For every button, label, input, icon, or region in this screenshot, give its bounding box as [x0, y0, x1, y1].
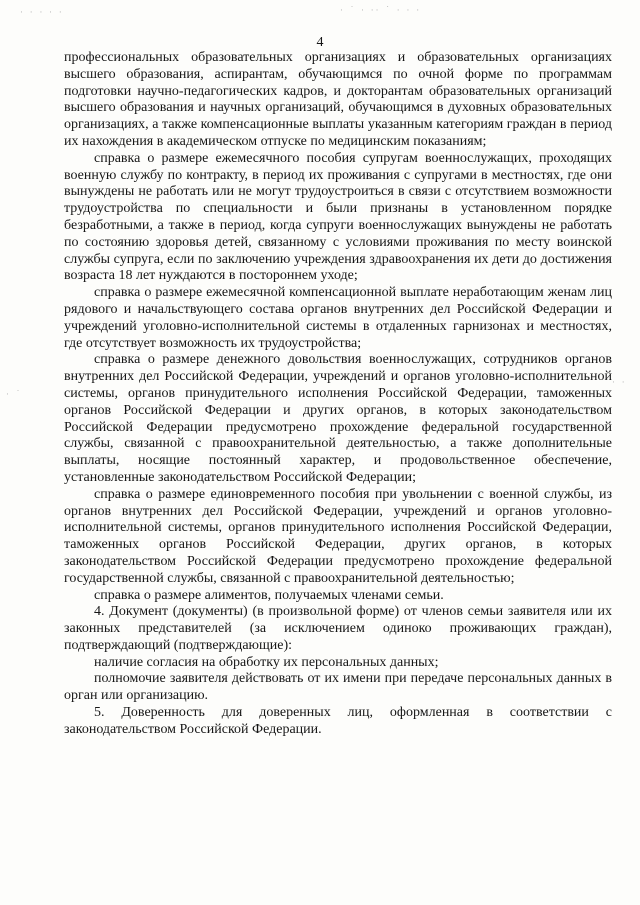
- paragraph-spouse-allowance: справка о размере ежемесячного пособия супругам военнослужащих, проходящих военную службу по контракту, в период их проживания с супругами в местностях, где они вынуждены не работать или не могут трудоустроиться в связи с отсутствием возможности трудоустройства по специальности и были признаны в установленном порядке безработными, а также в период, когда супруги военнослужащих вынуждены не работать по состоянию здоровья детей, связанному с условиями проживания по месту воинской службы супруга, если по заключению учреждения здравоохранения их дети до достижения возраста 18 лет нуждаются в постороннем уходе;: [64, 150, 612, 284]
- paragraph-item-5: 5. Доверенность для доверенных лиц, оформленная в соответствии с законодательством Российской Федерации.: [64, 705, 612, 737]
- paragraph-monetary-allowance: справка о размере денежного довольствия военнослужащих, сотрудников органов внутренних дел Российской Федерации, учреждений и органов уголовно-исполнительной системы, органов принудительного исполнения Российской Федерации, таможенных органов Российской Федерации и других органов, в которых законодательством Российской Федерации предусмотрено прохождение федеральной государственной службы, связанной с правоохранительной деятельностью, а также дополнительные выплаты, носящие постоянный характер, и продовольственное обеспечение, установленные законодательством Российской Федерации;: [64, 352, 612, 485]
- paragraph-item-4: 4. Документ (документы) (в произвольной форме) от членов семьи заявителя или их законных представителей (за исключением одиноко проживающих граждан), подтверждающий (подтверждающие):: [64, 604, 612, 653]
- scan-noise-left: · ˙: [6, 390, 23, 400]
- scan-noise-top-right: · ˙ · ·· ˙ · · ·: [340, 6, 422, 16]
- paragraph-alimony: справка о размере алиментов, получаемых членами семьи.: [94, 587, 444, 603]
- paragraph-lump-sum-benefit: справка о размере единовременного пособия при увольнении с военной службы, из органов внутренних дел Российской Федерации, учреждений и органов уголовно-исполнительной системы, органов принудительного исполнения Российской Федерации, таможенных органов Российской Федерации, других органов, в которых законодательством Российской Федерации предусмотрено прохождение федеральной государственной службы, связанной с правоохранительной деятельностью;: [64, 486, 612, 586]
- document-body: [64, 50, 612, 739]
- page-number: 4: [316, 35, 324, 50]
- scan-noise-right: · ·: [612, 378, 627, 388]
- scan-noise-top: · · · · ·: [20, 8, 64, 18]
- paragraph-continuation: профессиональных образовательных организациях и образовательных организациях высшего образования, аспирантам, обучающимся по очной форме по программам подготовки научно-педагогических кадров, и докторантам образовательных организаций высшего образования и научных организаций, обучающимся в духовных образовательных организациях, а также компенсационные выплаты указанным категориям граждан в период их нахождения в академическом отпуске по медицинским показаниям;: [64, 50, 612, 149]
- paragraph-authority: полномочие заявителя действовать от их имени при передаче персональных данных в орган или организацию.: [64, 671, 612, 704]
- paragraph-compensation-wives: справка о размере ежемесячной компенсационной выплате неработающим женам лиц рядового и начальствующего состава органов внутренних дел Российской Федерации и учреждений уголовно-исполнительной системы в отдаленных гарнизонах и местностях, где отсутствует возможность их трудоустройства;: [64, 285, 612, 351]
- paragraph-consent: наличие согласия на обработку их персональных данных;: [94, 654, 439, 670]
